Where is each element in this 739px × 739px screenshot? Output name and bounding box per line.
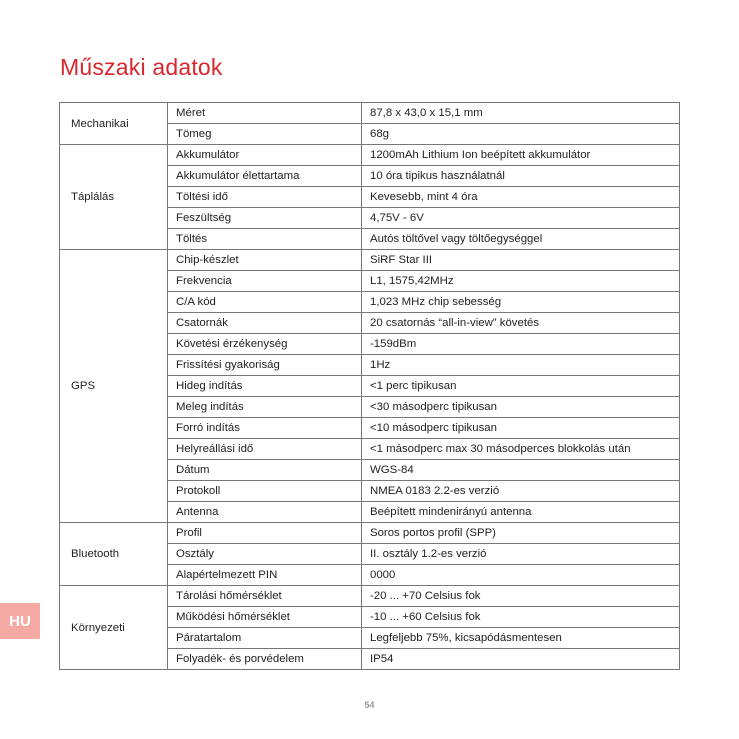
spec-label: Akkumulátor élettartama <box>168 166 362 187</box>
spec-label: Tömeg <box>168 124 362 145</box>
spec-row <box>60 145 680 166</box>
spec-value: 1200mAh Lithium Ion beépített akkumulátor <box>362 145 680 166</box>
spec-value: 20 csatornás “all-in-view” követés <box>362 313 680 334</box>
spec-value: 87,8 x 43,0 x 15,1 mm <box>362 103 680 124</box>
spec-label: Töltési idő <box>168 187 362 208</box>
spec-value: <10 másodperc tipikusan <box>362 418 680 439</box>
spec-label: Tárolási hőmérséklet <box>168 586 362 607</box>
spec-value: Autós töltővel vagy töltőegységgel <box>362 229 680 250</box>
spec-label: Dátum <box>168 460 362 481</box>
spec-value: L1, 1575,42MHz <box>362 271 680 292</box>
spec-value: II. osztály 1.2-es verzió <box>362 544 680 565</box>
spec-label: Meleg indítás <box>168 397 362 418</box>
spec-label: Hideg indítás <box>168 376 362 397</box>
specifications-table-body <box>60 103 680 670</box>
spec-value: 1Hz <box>362 355 680 376</box>
spec-label: Protokoll <box>168 481 362 502</box>
spec-label: Követési érzékenység <box>168 334 362 355</box>
spec-row <box>60 586 680 607</box>
specifications-table <box>59 102 680 670</box>
spec-label: Antenna <box>168 502 362 523</box>
page-title: Műszaki adatok <box>60 54 223 80</box>
spec-label: Páratartalom <box>168 628 362 649</box>
page-number: 54 <box>364 700 375 710</box>
spec-label: Profil <box>168 523 362 544</box>
spec-category: Környezeti <box>60 586 168 670</box>
spec-value: 0000 <box>362 565 680 586</box>
spec-value: 4,75V - 6V <box>362 208 680 229</box>
spec-label: Alapértelmezett PIN <box>168 565 362 586</box>
spec-category: Bluetooth <box>60 523 168 586</box>
spec-label: Működési hőmérséklet <box>168 607 362 628</box>
spec-label: Chip-készlet <box>168 250 362 271</box>
spec-label: Osztály <box>168 544 362 565</box>
spec-value: 68g <box>362 124 680 145</box>
spec-label: Töltés <box>168 229 362 250</box>
spec-value: SiRF Star III <box>362 250 680 271</box>
spec-value: -10 ... +60 Celsius fok <box>362 607 680 628</box>
spec-label: Akkumulátor <box>168 145 362 166</box>
spec-label: Csatornák <box>168 313 362 334</box>
language-tab: HU <box>0 603 40 639</box>
spec-value: <1 perc tipikusan <box>362 376 680 397</box>
spec-category: GPS <box>60 250 168 523</box>
spec-label: Feszültség <box>168 208 362 229</box>
spec-label: Helyreállási idő <box>168 439 362 460</box>
spec-value: Beépített mindenirányú antenna <box>362 502 680 523</box>
spec-value: Kevesebb, mint 4 óra <box>362 187 680 208</box>
spec-label: Frekvencia <box>168 271 362 292</box>
spec-value: IP54 <box>362 649 680 670</box>
spec-row <box>60 250 680 271</box>
spec-value: -20 ... +70 Celsius fok <box>362 586 680 607</box>
spec-value: NMEA 0183 2.2-es verzió <box>362 481 680 502</box>
spec-label: Folyadék- és porvédelem <box>168 649 362 670</box>
spec-row <box>60 523 680 544</box>
spec-category: Mechanikai <box>60 103 168 145</box>
spec-value: Soros portos profil (SPP) <box>362 523 680 544</box>
spec-label: Forró indítás <box>168 418 362 439</box>
spec-row <box>60 103 680 124</box>
spec-label: Frissítési gyakoriság <box>168 355 362 376</box>
spec-value: WGS-84 <box>362 460 680 481</box>
spec-value: 1,023 MHz chip sebesség <box>362 292 680 313</box>
spec-value: Legfeljebb 75%, kicsapódásmentesen <box>362 628 680 649</box>
spec-category: Táplálás <box>60 145 168 250</box>
spec-label: C/A kód <box>168 292 362 313</box>
spec-value: -159dBm <box>362 334 680 355</box>
spec-value: <30 másodperc tipikusan <box>362 397 680 418</box>
spec-value: <1 másodperc max 30 másodperces blokkolás után <box>362 439 680 460</box>
spec-label: Méret <box>168 103 362 124</box>
spec-value: 10 óra tipikus használatnál <box>362 166 680 187</box>
